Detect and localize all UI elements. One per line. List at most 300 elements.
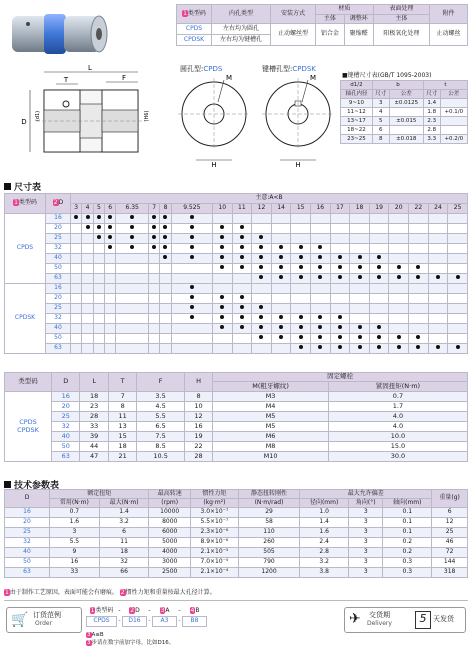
size-cell	[330, 224, 350, 234]
side-drawing	[6, 64, 156, 172]
delivery-label-en: Delivery	[367, 620, 392, 627]
size-cell	[310, 344, 330, 354]
tech-row	[5, 568, 468, 578]
dim-cell: M8	[213, 442, 329, 452]
tech-cell: 3	[349, 538, 383, 548]
dim-cell: 20	[52, 402, 80, 412]
size-cell	[448, 274, 468, 284]
tech-cell: 3	[349, 518, 383, 528]
code-header: B	[195, 606, 200, 614]
size-cell	[350, 344, 370, 354]
tech-cell: 46	[432, 538, 468, 548]
tech-cell: 4000	[149, 548, 191, 558]
available-dot	[358, 325, 362, 329]
round-label: 圆孔型:	[180, 65, 204, 73]
tech-sh: 常用(N·m)	[50, 499, 100, 508]
tech-cell: 110	[238, 528, 299, 538]
tech-cell: 1.0	[300, 508, 349, 518]
size-cell	[116, 274, 149, 284]
available-dot	[377, 325, 381, 329]
bore-header-cell: 14	[271, 204, 291, 214]
dim-cell: M10	[213, 452, 329, 462]
size-row	[5, 344, 468, 354]
available-dot	[259, 265, 263, 269]
size-cell	[252, 244, 272, 254]
size-cell	[369, 224, 389, 234]
size-row	[5, 284, 468, 294]
size-cell	[448, 344, 468, 354]
size-row	[5, 214, 468, 224]
key-cell: 3	[372, 99, 389, 108]
size-cell	[389, 244, 409, 254]
dim-table	[4, 372, 468, 462]
available-dot	[163, 255, 167, 259]
size-cell	[71, 344, 82, 354]
delivery-unit: 天发货	[433, 615, 454, 623]
key-cell: ±0.0125	[389, 99, 423, 108]
key-row	[341, 117, 468, 126]
bore-header-cell: 25	[448, 204, 468, 214]
dim-cell: 18	[108, 442, 136, 452]
size-cell	[93, 314, 104, 324]
dim-cell: 44	[80, 442, 108, 452]
bore-header-cell: 4	[82, 204, 93, 214]
bore-header-cell: 24	[428, 204, 448, 214]
size-cell	[71, 264, 82, 274]
available-dot	[220, 325, 224, 329]
tech-cell: 16	[50, 558, 100, 568]
key-cell: 1.8	[423, 108, 440, 117]
size-cell	[105, 294, 116, 304]
dim-cell: 15	[108, 432, 136, 442]
available-dot	[190, 285, 194, 289]
tech-cell: 66	[99, 568, 149, 578]
size-cell	[271, 244, 291, 254]
tech-cell: 0.2	[383, 538, 432, 548]
dim-cell: 10.5	[137, 452, 184, 462]
tech-cell: 2.1×10⁻⁴	[190, 568, 238, 578]
dim-cell: 47	[80, 452, 108, 462]
tech-cell: 25	[5, 528, 50, 538]
sub-body: 主体	[316, 15, 345, 24]
available-dot	[108, 225, 112, 229]
size-cell	[212, 244, 232, 254]
size-cell	[291, 234, 311, 244]
tech-cell: 3	[50, 528, 100, 538]
dim-cell: 50	[52, 442, 80, 452]
size-cell	[232, 224, 252, 234]
tech-sh: 最大(N·m)	[99, 499, 149, 508]
size-cell	[148, 214, 159, 224]
size-cell	[389, 294, 409, 304]
dim-h-bolt: 固定螺栓	[213, 373, 468, 382]
badge: 2	[120, 589, 125, 596]
available-dot	[358, 265, 362, 269]
size-cell	[389, 304, 409, 314]
note-text: 步请在数字前加字母。比如D16。	[91, 640, 175, 646]
dim-cell: M5	[213, 412, 329, 422]
available-dot	[456, 275, 460, 279]
size-cell	[71, 294, 82, 304]
available-dot	[397, 265, 401, 269]
body-material: 铝合金	[316, 24, 345, 46]
dim-cell: 8	[184, 392, 212, 402]
dim-m: M	[310, 74, 317, 82]
size-cell	[116, 294, 149, 304]
size-cell	[291, 344, 311, 354]
size-cell	[291, 244, 311, 254]
size-cell	[116, 254, 149, 264]
size-cell	[310, 234, 330, 244]
tech-cell: 10000	[149, 508, 191, 518]
dim-cell: M5	[213, 422, 329, 432]
size-cell	[448, 244, 468, 254]
tech-cell: 50	[5, 558, 50, 568]
tech-cell: 2.1×10⁻⁵	[190, 548, 238, 558]
size-cell	[82, 324, 93, 334]
tech-cell: 33	[50, 568, 100, 578]
size-cell	[160, 264, 171, 274]
size-cell	[428, 254, 448, 264]
size-cell	[389, 334, 409, 344]
size-row	[5, 264, 468, 274]
dim-code-d1: (d1)	[35, 110, 41, 122]
key-sh: 轴孔内径	[341, 90, 373, 99]
code-value: CPDS	[87, 616, 117, 626]
dim-cell: 28	[184, 452, 212, 462]
plane-icon: ✈	[349, 611, 361, 627]
tech-cell: 6	[432, 508, 468, 518]
size-d: 16	[46, 214, 71, 224]
size-cell	[369, 334, 389, 344]
size-row	[5, 324, 468, 334]
badge: 2	[130, 606, 135, 614]
size-cell	[330, 314, 350, 324]
size-cell	[160, 244, 171, 254]
dim-cell: 3.5	[137, 392, 184, 402]
size-cell	[409, 274, 429, 284]
size-d: 32	[46, 244, 71, 254]
available-dot	[338, 315, 342, 319]
size-d: 40	[46, 324, 71, 334]
tech-cell: 3	[349, 558, 383, 568]
size-cell	[252, 314, 272, 324]
key-cell: 6	[372, 126, 389, 135]
dim-cell: 23	[80, 402, 108, 412]
size-cell	[232, 314, 252, 324]
size-d: 25	[46, 234, 71, 244]
size-cell	[409, 304, 429, 314]
key-cell: +0.1/0	[440, 108, 467, 117]
dim-cell: 8	[108, 402, 136, 412]
size-cell	[82, 234, 93, 244]
size-cell	[252, 334, 272, 344]
available-dot	[240, 255, 244, 259]
tech-row	[5, 528, 468, 538]
dim-cell: 4.0	[328, 412, 467, 422]
available-dot	[279, 255, 283, 259]
available-dot	[397, 345, 401, 349]
code-header: 类型码	[95, 606, 114, 614]
dim-sh-m: M(粗牙螺纹)	[213, 382, 329, 392]
badge: 1	[14, 199, 18, 207]
bore-header-cell: 8	[160, 204, 171, 214]
size-cell	[160, 324, 171, 334]
bore-type: 左右均为圆孔	[212, 24, 271, 35]
size-cell	[82, 274, 93, 284]
size-cell	[93, 344, 104, 354]
available-dot	[130, 235, 134, 239]
key-h-b: b	[372, 81, 423, 90]
size-cell	[291, 224, 311, 234]
size-cell	[71, 274, 82, 284]
size-cell	[310, 324, 330, 334]
top-spec-table	[176, 4, 468, 46]
size-cell	[232, 324, 252, 334]
size-cell	[409, 254, 429, 264]
size-cell	[271, 284, 291, 294]
size-cell	[232, 214, 252, 224]
dim-cell: 28	[80, 412, 108, 422]
available-dot	[259, 255, 263, 259]
size-cell	[71, 214, 82, 224]
tech-cell: 3	[349, 508, 383, 518]
available-dot	[240, 245, 244, 249]
size-d: 40	[46, 254, 71, 264]
size-cell	[212, 304, 232, 314]
size-cell	[171, 224, 212, 234]
available-dot	[338, 255, 342, 259]
tech-notes	[4, 588, 216, 597]
dim-t: T	[63, 76, 69, 84]
tech-title-text: 技术参数表	[14, 481, 60, 491]
available-dot	[163, 235, 167, 239]
size-cell	[389, 284, 409, 294]
note-text: 惯性力矩和重量按最大孔径计算。	[125, 589, 216, 596]
key-cell	[440, 99, 467, 108]
bore-header-cell: 20	[389, 204, 409, 214]
tech-cell: 3000	[149, 558, 191, 568]
tech-cell: 8000	[149, 518, 191, 528]
available-dot	[299, 275, 303, 279]
size-cell	[93, 304, 104, 314]
code-value: A3	[153, 616, 177, 626]
size-cell	[93, 284, 104, 294]
tech-cell: 2.3×10⁻⁶	[190, 528, 238, 538]
code-value: B8	[183, 616, 207, 626]
key-cell	[440, 126, 467, 135]
order-label-box	[6, 607, 82, 633]
size-row	[5, 224, 468, 234]
tech-cell: 1.6	[50, 518, 100, 528]
key-cell: 13~17	[341, 117, 373, 126]
dim-h-d: D	[52, 373, 80, 392]
key-cell: 3.3	[423, 135, 440, 144]
size-cell	[71, 284, 82, 294]
size-cell	[271, 314, 291, 324]
size-cell	[448, 324, 468, 334]
size-type: CPDSK	[5, 284, 46, 354]
size-cell	[350, 254, 370, 264]
size-cell	[428, 214, 448, 224]
available-dot	[279, 315, 283, 319]
dim-cell: 18	[80, 392, 108, 402]
dim-cell: 30.0	[328, 452, 467, 462]
dim-cell: 10	[184, 402, 212, 412]
bore-header-cell: 6.35	[116, 204, 149, 214]
tech-cell: 63	[5, 568, 50, 578]
size-cell	[369, 284, 389, 294]
size-cell	[105, 274, 116, 284]
available-dot	[299, 335, 303, 339]
available-dot	[299, 245, 303, 249]
size-cell	[171, 314, 212, 324]
size-cell	[171, 334, 212, 344]
size-cell	[252, 214, 272, 224]
size-cell	[71, 314, 82, 324]
dim-row	[5, 452, 468, 462]
available-dot	[86, 225, 90, 229]
size-cell	[271, 254, 291, 264]
dim-cell: 19	[184, 432, 212, 442]
available-dot	[97, 225, 101, 229]
size-cell	[350, 284, 370, 294]
size-cell	[369, 244, 389, 254]
size-cell	[160, 294, 171, 304]
size-cell	[93, 254, 104, 264]
product-image	[4, 2, 164, 60]
size-cell	[409, 294, 429, 304]
dim-cell: 63	[52, 452, 80, 462]
key-row	[341, 126, 468, 135]
size-cell	[105, 284, 116, 294]
dim-cell: 0.7	[328, 392, 467, 402]
tech-cell: 5.5×10⁻⁷	[190, 518, 238, 528]
size-cell	[116, 324, 149, 334]
available-dot	[220, 225, 224, 229]
size-cell	[350, 244, 370, 254]
tech-cell: 0.3	[383, 558, 432, 568]
tech-h: 静态扭转刚性	[238, 490, 299, 499]
size-cell	[310, 334, 330, 344]
size-cell	[171, 324, 212, 334]
size-cell	[291, 324, 311, 334]
size-cell	[252, 344, 272, 354]
bore-header-cell: 12	[252, 204, 272, 214]
size-cell	[116, 284, 149, 294]
tech-cell: 0.1	[383, 508, 432, 518]
available-dot	[240, 295, 244, 299]
dim-h-h: H	[184, 373, 212, 392]
size-cell	[350, 234, 370, 244]
size-cell	[369, 294, 389, 304]
dim-cell: 16	[52, 392, 80, 402]
size-cell	[252, 264, 272, 274]
size-cell	[409, 344, 429, 354]
size-cell	[105, 324, 116, 334]
dim-cell: 39	[80, 432, 108, 442]
size-cell	[389, 264, 409, 274]
size-cell	[93, 214, 104, 224]
size-cell	[310, 314, 330, 324]
size-cell	[409, 234, 429, 244]
available-dot	[240, 325, 244, 329]
key-cell: 8	[372, 135, 389, 144]
size-cell	[389, 314, 409, 324]
tech-row	[5, 548, 468, 558]
size-cell	[310, 304, 330, 314]
available-dot	[190, 235, 194, 239]
size-cell	[448, 214, 468, 224]
tech-cell: 5.5	[50, 538, 100, 548]
size-cell	[310, 294, 330, 304]
dim-cell: M6	[213, 432, 329, 442]
available-dot	[358, 345, 362, 349]
available-dot	[299, 265, 303, 269]
order-label-en: Order	[35, 620, 53, 627]
tech-h: 最大允许偏差	[300, 490, 432, 499]
available-dot	[358, 255, 362, 259]
size-cell	[148, 324, 159, 334]
available-dot	[108, 235, 112, 239]
key-cell: ±0.018	[389, 135, 423, 144]
size-cell	[291, 294, 311, 304]
size-cell	[160, 284, 171, 294]
available-dot	[318, 345, 322, 349]
available-dot	[279, 325, 283, 329]
size-cell	[82, 304, 93, 314]
size-cell	[212, 344, 232, 354]
order-notes	[86, 631, 174, 647]
size-cell	[82, 224, 93, 234]
size-cell	[271, 214, 291, 224]
dim-f: F	[121, 74, 127, 82]
available-dot	[130, 215, 134, 219]
dim-l: L	[88, 64, 92, 72]
key-cell: 2.8	[423, 126, 440, 135]
size-cell	[291, 264, 311, 274]
available-dot	[259, 245, 263, 249]
tech-h: 重量(g)	[432, 490, 468, 508]
size-cell	[212, 254, 232, 264]
size-cell	[232, 254, 252, 264]
dim-cell: 5.5	[137, 412, 184, 422]
size-cell	[93, 224, 104, 234]
size-cell	[232, 344, 252, 354]
available-dot	[108, 215, 112, 219]
tech-cell: 58	[238, 518, 299, 528]
size-cell	[350, 314, 370, 324]
tech-cell: 25	[432, 528, 468, 538]
size-cell	[389, 234, 409, 244]
note-text: 由于制作工艺原因，表面可能会有磨痕。	[9, 589, 118, 596]
available-dot	[456, 345, 460, 349]
size-cell	[252, 224, 272, 234]
key-cell: 1.4	[423, 99, 440, 108]
install: 止动螺丝型	[271, 24, 316, 46]
key-cell	[389, 108, 423, 117]
available-dot	[74, 215, 78, 219]
size-cell	[389, 324, 409, 334]
dim-h-l: L	[80, 373, 108, 392]
size-cell	[148, 344, 159, 354]
badge: 3	[160, 606, 165, 614]
bore-header-cell: 15	[291, 204, 311, 214]
tech-cell: 505	[238, 548, 299, 558]
key-cell: 18~22	[341, 126, 373, 135]
tech-cell: 790	[238, 558, 299, 568]
size-cell	[350, 274, 370, 284]
